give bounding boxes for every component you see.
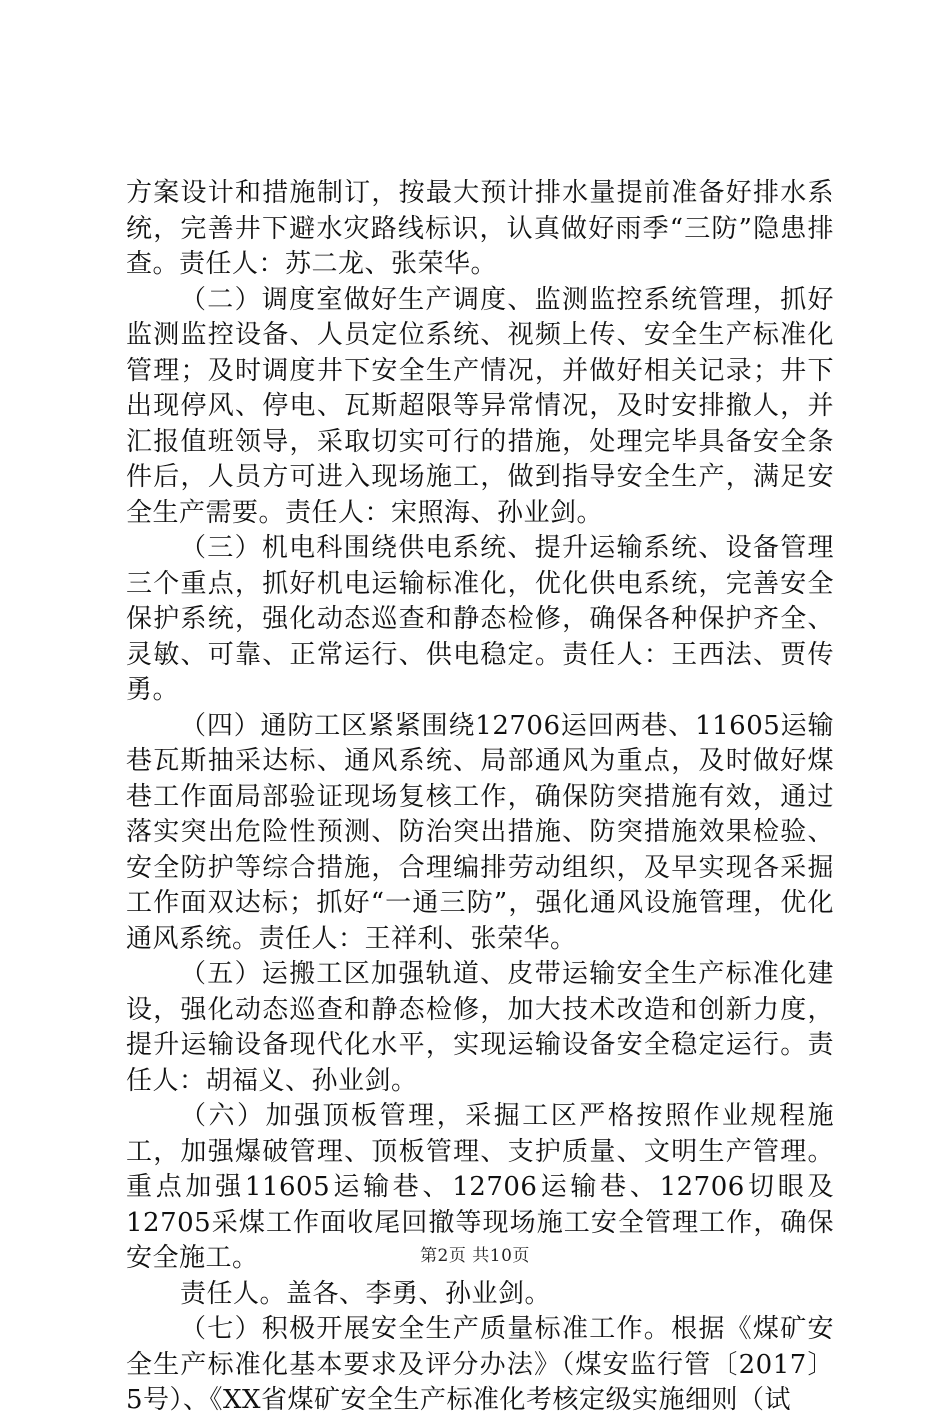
paragraph-roof-management: （六）加强顶板管理，采掘工区严格按照作业规程施工，加强爆破管理、顶板管理、支护质量、文明生产管理。重点加强11605运输巷、12706运输巷、12706切眼及12705采煤工作面收尾回撤等现场施工安全管理工作，确保安全施工。: [126, 1101, 834, 1273]
paragraph-quality-standard: （七）积极开展安全生产质量标准工作。根据《煤矿安全生产标准化基本要求及评分办法》（煤安监行管〔2017〕5号）、《XX省煤矿安全生产标准化考核定级实施细则（试: [126, 1314, 834, 1415]
paragraph-transport: （五）运搬工区加强轨道、皮带运输安全生产标准化建设，强化动态巡查和静态检修，加大技术改造和创新力度，提升运输设备现代化水平，实现运输设备安全稳定运行。责任人：胡福义、孙业剑。: [126, 959, 834, 1096]
document-body: [126, 176, 834, 1419]
paragraph-dispatch-room: （二）调度室做好生产调度、监测监控系统管理，抓好监测监控设备、人员定位系统、视频上传、安全生产标准化管理；及时调度井下安全生产情况，并做好相关记录；井下出现停风、停电、瓦斯超限等异常情况，及时安排撤人，并汇报值班领导，采取切实可行的措施，处理完毕具备安全条件后，人员方可进入现场施工，做到指导安全生产，满足安全生产需要。责任人：宋照海、孙业剑。: [126, 284, 834, 528]
paragraph-responsible-persons: 责任人。盖各、李勇、孙业剑。: [180, 1278, 552, 1309]
page-footer: 第2页 共10页: [420, 1246, 530, 1266]
paragraph-ventilation: （四）通防工区紧紧围绕12706运回两巷、11605运输巷瓦斯抽采达标、通风系统、局部通风为重点，及时做好煤巷工作面局部验证现场复核工作，确保防突措施有效，通过落实突出危险性预测、防治突出措施、防突措施效果检验、安全防护等综合措施，合理编排劳动组织，及早实现各采掘工作面双达标；抓好“一通三防”，强化通风设施管理，优化通风系统。责任人：王祥利、张荣华。: [126, 710, 834, 954]
paragraph-electromechanical: （三）机电科围绕供电系统、提升运输系统、设备管理三个重点，抓好机电运输标准化，优化供电系统，完善安全保护系统，强化动态巡查和静态检修，确保各种保护齐全、灵敏、可靠、正常运行、供电稳定。责任人：王西法、贾传勇。: [126, 533, 834, 705]
paragraph-continuation: 方案设计和措施制订，按最大预计排水量提前准备好排水系统，完善井下避水灾路线标识，认真做好雨季“三防”隐患排查。责任人：苏二龙、张荣华。: [126, 178, 834, 279]
